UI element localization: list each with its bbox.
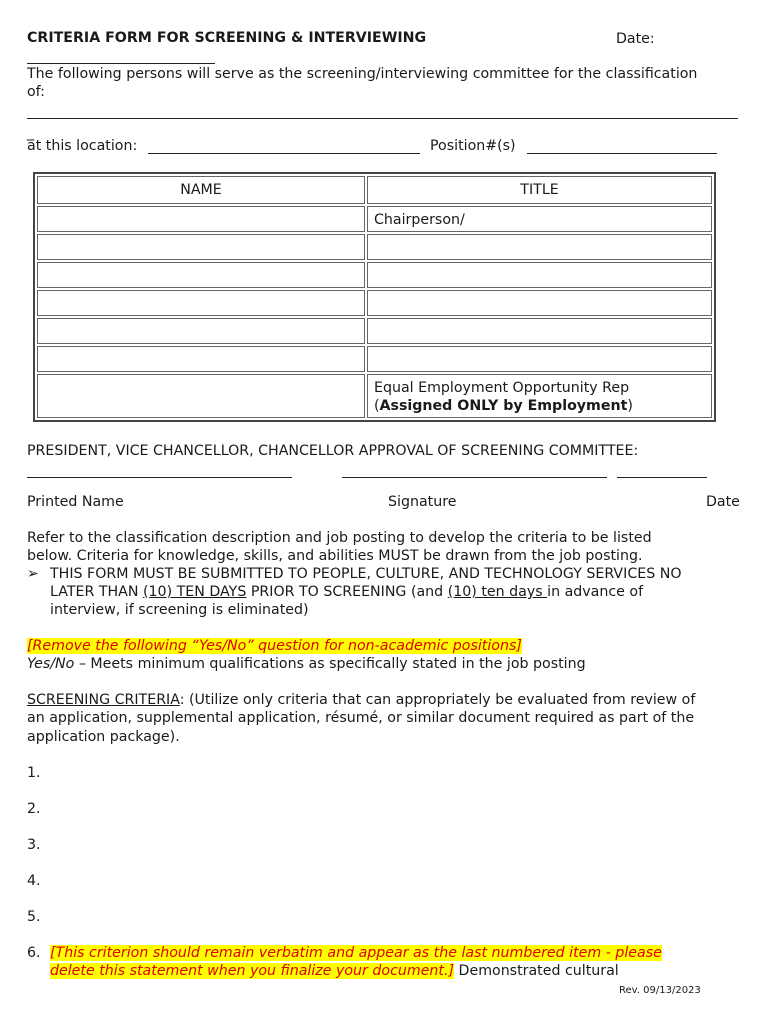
item6-highlight-2: delete this statement when you finalize your document.] — [50, 963, 455, 979]
table-row — [37, 262, 712, 288]
yesno-highlight-text: [Remove the following “Yes/No” question for non-academic positions] — [27, 638, 522, 654]
intro-line-1: The following persons will serve as the screening/interviewing committee for the classification — [27, 66, 698, 82]
table-header-row — [37, 176, 712, 204]
form-title: CRITERIA FORM FOR SCREENING & INTERVIEWING — [27, 30, 427, 46]
name-cell[interactable] — [37, 262, 365, 288]
yesno-instruction-highlight — [27, 637, 522, 655]
printed-name-line[interactable] — [27, 477, 292, 478]
approval-date-label: Date — [706, 494, 740, 510]
date-label: Date: — [616, 31, 655, 47]
bullet-text-a: LATER THAN — [50, 584, 143, 600]
table-row — [37, 290, 712, 316]
criterion-item-5: 5. — [27, 909, 41, 925]
classification-field-line[interactable] — [27, 118, 738, 119]
signature-line[interactable] — [342, 477, 607, 478]
location-field-line[interactable] — [148, 153, 420, 154]
item6-rest: Demonstrated cultural — [454, 963, 619, 979]
underscore-mark: _ — [27, 125, 35, 141]
criterion-item-6-line-1 — [50, 944, 662, 962]
eeo-assigned-note: Assigned ONLY by Employment — [379, 398, 628, 414]
name-cell[interactable] — [37, 346, 365, 372]
name-column-header: NAME — [37, 176, 365, 204]
title-cell[interactable] — [367, 206, 712, 232]
yesno-text: – Meets minimum qualifications as specifically stated in the job posting — [74, 656, 586, 672]
table-row — [37, 346, 712, 372]
instructions-line-2: below. Criteria for knowledge, skills, and abilities MUST be drawn from the job posting. — [27, 548, 643, 564]
title-cell[interactable] — [367, 346, 712, 372]
title-column-header: TITLE — [367, 176, 712, 204]
bullet-line-3: interview, if screening is eliminated) — [50, 602, 309, 618]
criterion-item-4: 4. — [27, 873, 41, 889]
eeo-title-cell[interactable] — [367, 374, 712, 418]
criterion-item-2: 2. — [27, 801, 41, 817]
date-underline[interactable] — [27, 63, 215, 64]
screening-line-3: application package). — [27, 729, 180, 745]
bullet-line-2 — [50, 583, 643, 601]
name-cell[interactable] — [37, 206, 365, 232]
bullet-text-c: in advance of — [547, 584, 644, 600]
bullet-line-1: THIS FORM MUST BE SUBMITTED TO PEOPLE, CULTURE, AND TECHNOLOGY SERVICES NO — [50, 566, 682, 582]
title-cell-text: Chairperson/ — [374, 212, 465, 228]
item6-highlight-1: [This criterion should remain verbatim and appear as the last numbered item - please — [50, 945, 662, 961]
approval-heading: PRESIDENT, VICE CHANCELLOR, CHANCELLOR APPROVAL OF SCREENING COMMITTEE: — [27, 443, 639, 459]
title-cell[interactable] — [367, 234, 712, 260]
criterion-item-6-line-2 — [50, 962, 619, 980]
bullet-text-b: PRIOR TO SCREENING (and — [246, 584, 448, 600]
title-cell[interactable] — [367, 262, 712, 288]
yesno-line — [27, 655, 586, 673]
title-cell[interactable] — [367, 318, 712, 344]
printed-name-label: Printed Name — [27, 494, 124, 510]
intro-line-2: of: — [27, 84, 45, 100]
approval-date-line[interactable] — [617, 477, 707, 478]
name-cell[interactable] — [37, 234, 365, 260]
screening-line-1 — [27, 691, 695, 709]
ten-days-advance-underlined: (10) ten days — [447, 584, 548, 600]
table-row — [37, 206, 712, 232]
position-field-line[interactable] — [527, 153, 717, 154]
eeo-row — [37, 374, 712, 418]
instructions-line-1: Refer to the classification description and job posting to develop the criteria to be listed — [27, 530, 652, 546]
arrow-bullet-icon: ➢ — [27, 566, 39, 582]
name-cell[interactable] — [37, 290, 365, 316]
screening-line-1-rest: : (Utilize only criteria that can appropriately be evaluated from review of — [179, 692, 696, 708]
table-row — [37, 234, 712, 260]
title-cell[interactable] — [367, 290, 712, 316]
eeo-close-paren: ) — [627, 398, 633, 414]
eeo-title-line1: Equal Employment Opportunity Rep — [374, 380, 630, 396]
eeo-name-cell[interactable] — [37, 374, 365, 418]
revision-date: Rev. 09/13/2023 — [619, 985, 701, 996]
name-cell[interactable] — [37, 318, 365, 344]
signature-label: Signature — [388, 494, 457, 510]
screening-line-2: an application, supplemental application, résumé, or similar document required as part of the — [27, 710, 695, 726]
table-row — [37, 318, 712, 344]
eeo-open-paren: ( — [374, 398, 380, 414]
location-label: at this location: — [27, 138, 138, 154]
criterion-item-3: 3. — [27, 837, 41, 853]
criterion-item-1: 1. — [27, 765, 41, 781]
committee-table — [33, 172, 716, 422]
ten-days-underlined: (10) TEN DAYS — [143, 584, 247, 600]
yesno-label: Yes/No — [27, 656, 75, 672]
position-label: Position#(s) — [430, 138, 516, 154]
criterion-item-6-number: 6. — [27, 945, 41, 961]
screening-criteria-label: SCREENING CRITERIA — [27, 692, 180, 708]
